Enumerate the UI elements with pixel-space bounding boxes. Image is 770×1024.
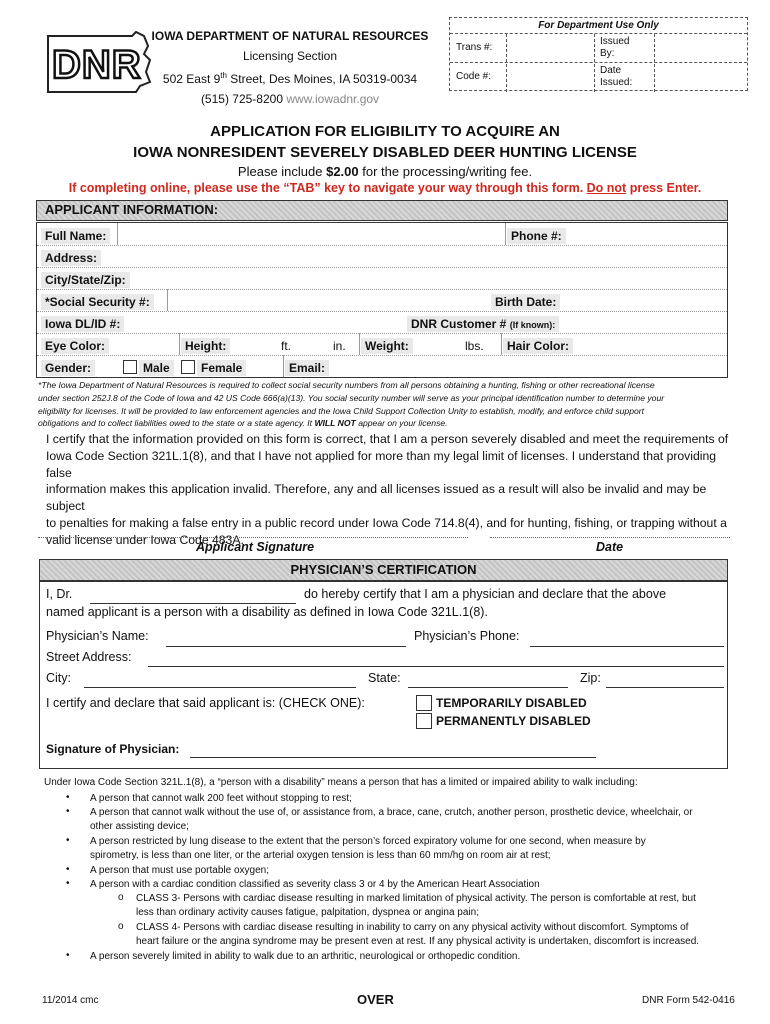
row-city — [37, 267, 727, 289]
street-address-label: Street Address: — [46, 650, 132, 664]
city-field[interactable] — [84, 687, 356, 688]
svg-text:DNR: DNR — [52, 43, 142, 87]
temporarily-disabled-checkbox[interactable] — [416, 695, 432, 711]
physician-cert-header: PHYSICIAN’S CERTIFICATION — [39, 559, 728, 581]
physician-cert-box — [39, 581, 728, 769]
email-field[interactable] — [337, 357, 725, 377]
form-title-line-2: IOWA NONRESIDENT SEVERELY DISABLED DEER HUNTING LICENSE — [133, 144, 637, 161]
header-address — [140, 26, 440, 109]
code-row — [450, 63, 747, 92]
bullet: • — [66, 792, 70, 803]
fee-note: Please include $2.00 for the processing/writing fee. — [237, 164, 533, 179]
footer-revision: 11/2014 cmc — [42, 995, 99, 1006]
city-label: City: — [46, 671, 71, 685]
code-label: Code #: — [456, 71, 492, 82]
bullet: • — [66, 878, 70, 889]
female-checkbox[interactable] — [181, 360, 195, 374]
contact-line: (515) 725-8200 www.iowadnr.gov — [200, 92, 380, 106]
address-label: Address: — [41, 250, 101, 266]
weight-label: Weight: — [361, 338, 413, 354]
definition-item-1: A person that cannot walk 200 feet without stopping to rest; — [90, 793, 352, 804]
row-ssn — [37, 289, 727, 311]
full-name-label: Full Name: — [41, 228, 110, 244]
class-3-definition: CLASS 3- Persons with cardiac disease resulting in marked limitation of physical activity. The person is comfortable at rest, but less than ordinary activity causes fatigue, palpitation, dyspnea or angina pain; — [136, 893, 696, 918]
dept-name: IOWA DEPARTMENT OF NATURAL RESOURCES — [151, 29, 429, 43]
date-label: Date — [596, 540, 624, 554]
row-address — [37, 245, 727, 267]
sub-bullet: o — [118, 892, 124, 903]
eye-color-field[interactable] — [113, 335, 179, 355]
navigation-warning: If completing online, please use the “TAB” key to navigate your way through this form. Do not press Enter. — [68, 181, 702, 195]
phone-label: Phone #: — [507, 228, 566, 244]
gender-label: Gender: — [41, 360, 95, 376]
state-field[interactable] — [408, 687, 568, 688]
trans-label: Trans #: — [456, 42, 493, 53]
check-one-label: I certify and declare that said applicant is: (CHECK ONE): — [46, 696, 365, 710]
dl-label: Iowa DL/ID #: — [41, 316, 124, 332]
row-physical — [37, 333, 727, 355]
zip-label: Zip: — [580, 671, 601, 685]
bullet: • — [66, 806, 70, 817]
issued-by-label: Issued By: — [600, 36, 630, 59]
definition-item-6: A person severely limited in ability to walk due to an arthritic, neurological or orthopedic condition. — [90, 951, 521, 962]
male-checkbox[interactable] — [123, 360, 137, 374]
zip-field[interactable] — [606, 687, 724, 688]
definition-item-2: A person that cannot walk without the use of, or assistance from, a brace, cane, crutch, another person, prosthetic device, wheelchair, or other assisting device; — [90, 807, 693, 832]
female-label: Female — [197, 360, 246, 376]
hair-color-field[interactable] — [587, 335, 725, 355]
bullet: • — [66, 950, 70, 961]
ssn-disclosure-note: *The Iowa Department of Natural Resources is required to collect social security numbers from all persons obtaining a hunting, fishing or other recreational license under section 252J.8 of the Code of Iowa and 42 US Code 666(a)(13). You social security number will serve as your principal identification number to determine your eligibility for licenses. It will be provided to law enforcement agencies and the Iowa Child Support Collection Unity to establish, modify, and enforce child support obligations and to collect liabilities owed to the state or a state agency. It WILL NOT appear on your license. — [38, 380, 665, 429]
definition-item-5: A person with a cardiac condition classified as severity class 3 or 4 by the American Heart Association — [90, 879, 540, 890]
birth-date-label: Birth Date: — [491, 294, 560, 310]
dnr-customer-field[interactable] — [575, 313, 725, 333]
footer-form-number: DNR Form 542-0416 — [642, 995, 735, 1006]
male-label: Male — [139, 360, 174, 376]
birth-date-field[interactable] — [567, 291, 725, 311]
hair-color-label: Hair Color: — [503, 338, 573, 354]
eye-color-label: Eye Color: — [41, 338, 109, 354]
date-issued-label: Date Issued: — [600, 65, 633, 88]
lbs-unit: lbs. — [465, 339, 484, 353]
ssn-label: *Social Security #: — [41, 294, 154, 310]
physician-phone-label: Physician’s Phone: — [414, 629, 520, 643]
applicant-certification-text: I certify that the information provided on this form is correct, that I am a person severely disabled and meet the requirements of Iowa Code Section 321L.1(8), and that I have not applied for more than my legal limit of licenses. I understand that providing false information makes this application invalid. Therefore, any and all licenses issued as a result will also be invalid and may be subject to penalties for making a false entry in a public record under Iowa Code 714.8(4), and for hunting, fishing, or trapping without a valid license under Iowa Code 483A. — [46, 432, 729, 547]
physician-phone-field[interactable] — [530, 646, 724, 647]
dr-label: I, Dr. — [46, 587, 73, 601]
inches-unit: in. — [333, 339, 346, 353]
dr-name-field[interactable] — [90, 603, 296, 604]
dl-field[interactable] — [137, 313, 403, 333]
form-title-line-1: APPLICATION FOR ELIGIBILITY TO ACQUIRE AN — [210, 123, 560, 140]
class-4-definition: CLASS 4- Persons with cardiac disease resulting in inability to carry on any physical activity without discomfort. Symptoms of heart failure or the angina syndrome may be present even at rest. If any physical activity is undertaken, discomfort is increased. — [136, 922, 700, 947]
date-line[interactable] — [490, 537, 730, 538]
feet-unit: ft. — [281, 339, 292, 353]
row-dl — [37, 311, 727, 333]
email-label: Email: — [285, 360, 329, 376]
hereby-text: do hereby certify that I am a physician and declare that the above — [304, 587, 667, 601]
disability-definition-intro: Under Iowa Code Section 321L.1(8), a “person with a disability” means a person that has a limited or impaired ability to walk including: — [44, 777, 638, 788]
street-address-field[interactable] — [148, 666, 724, 667]
permanently-disabled-label: PERMANENTLY DISABLED — [436, 714, 591, 728]
full-name-field[interactable] — [121, 225, 507, 245]
ssn-field[interactable] — [169, 291, 489, 311]
department-use-title: For Department Use Only — [450, 18, 747, 34]
department-use-box — [449, 17, 748, 91]
definition-item-4: A person that must use portable oxygen; — [90, 865, 269, 876]
row-gender — [37, 355, 727, 377]
bullet: • — [66, 864, 70, 875]
definition-item-3: A person restricted by lung disease to the extent that the person’s forced expiratory volume for one second, when measure by spirometry, is less than one liter, or the arterial oxygen tension is less than 60 mm/hg on room air at rest; — [90, 836, 646, 861]
applicant-info-grid — [36, 222, 728, 378]
temporarily-disabled-label: TEMPORARILY DISABLED — [436, 696, 587, 710]
phone-field[interactable] — [571, 225, 725, 245]
footer-over: OVER — [357, 992, 394, 1007]
physician-name-field[interactable] — [166, 646, 406, 647]
applicant-info-header: APPLICANT INFORMATION: — [36, 200, 728, 221]
sub-bullet: o — [118, 921, 124, 932]
city-state-zip-label: City/State/Zip: — [41, 272, 130, 288]
state-label: State: — [368, 671, 401, 685]
street-address: 502 East 9th Street, Des Moines, IA 50319-0034 — [162, 71, 418, 86]
height-label: Height: — [181, 338, 230, 354]
dnr-customer-label: DNR Customer # (If known): — [407, 316, 559, 332]
applicant-signature-line[interactable] — [38, 537, 468, 538]
website-link[interactable]: www.iowadnr.gov — [286, 92, 380, 106]
applicant-signature-label: Applicant Signature — [196, 540, 315, 554]
city-state-zip-field[interactable] — [147, 269, 725, 289]
trans-row — [450, 34, 747, 63]
permanently-disabled-checkbox[interactable] — [416, 713, 432, 729]
named-applicant-text: named applicant is a person with a disability as defined in Iowa Code 321L.1(8). — [46, 605, 488, 619]
row-full-name — [37, 223, 727, 245]
section-name: Licensing Section — [242, 49, 338, 63]
physician-signature-field[interactable] — [190, 757, 596, 758]
physician-name-label: Physician’s Name: — [46, 629, 149, 643]
physician-signature-label: Signature of Physician: — [46, 742, 180, 756]
address-field[interactable] — [103, 247, 723, 267]
bullet: • — [66, 835, 70, 846]
